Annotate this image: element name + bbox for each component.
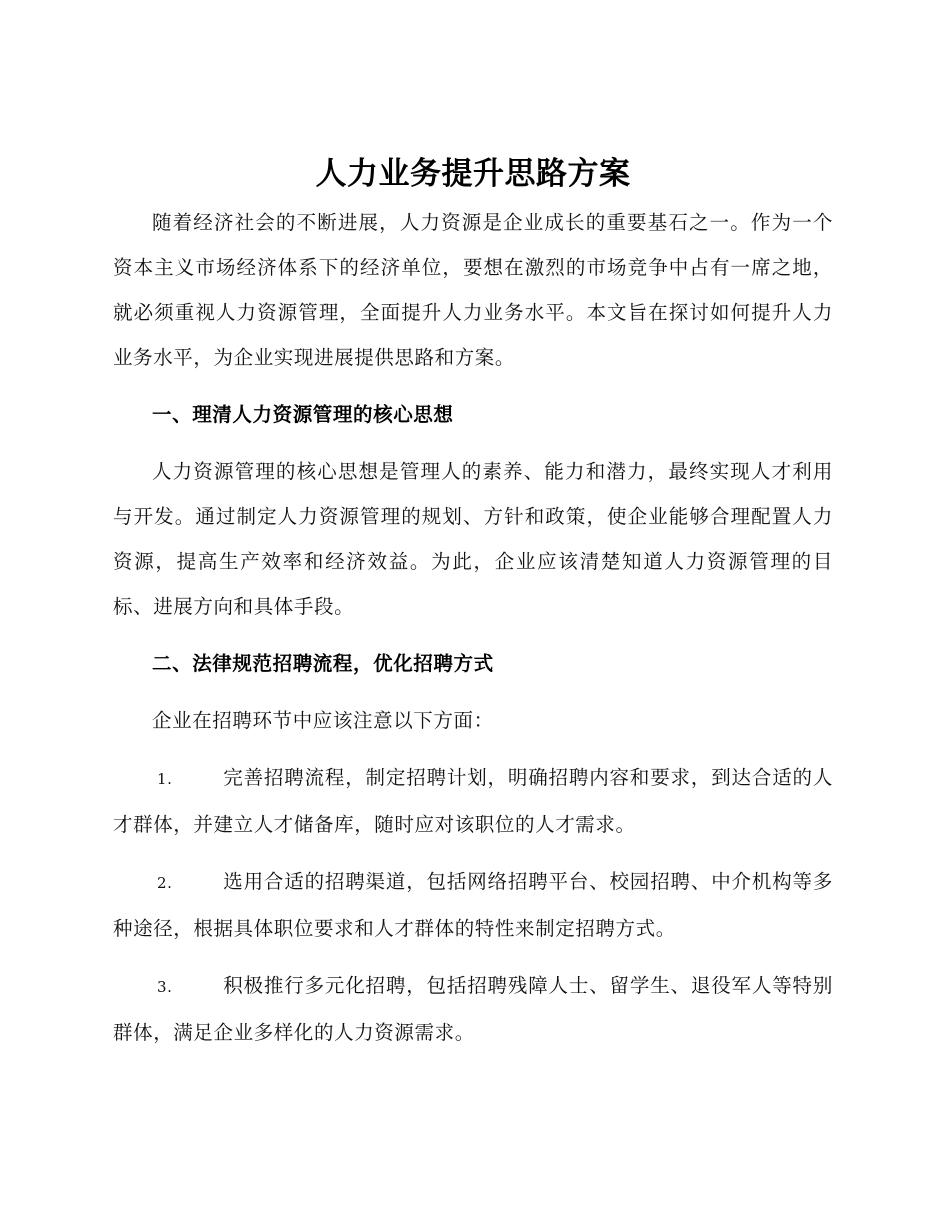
section-1-paragraph: 人力资源管理的核心思想是管理人的素养、能力和潜力，最终实现人才利用与开发。通过制定人力资源管理的规划、方针和政策，使企业能够合理配置人力资源，提高生产效率和经济效益。为此，企业应该清楚知道人力资源管理的目标、进展方向和具体手段。 — [113, 460, 833, 618]
spacer — [113, 629, 833, 641]
list-item-text: 积极推行多元化招聘，包括招聘残障人士、留学生、退役军人等特别群体，满足企业多样化的人力资源需求。 — [113, 974, 833, 1044]
section-2-heading: 二、法律规范招聘流程，优化招聘方式 — [152, 652, 494, 675]
spacer — [113, 743, 833, 755]
document-title: 人力业务提升思路方案 — [315, 156, 631, 192]
list-item — [113, 859, 833, 951]
document-page — [113, 148, 833, 1055]
list-item-text: 选用合适的招聘渠道，包括网络招聘平台、校园招聘、中介机构等多种途径，根据具体职位要求和人才群体的特性来制定招聘方式。 — [113, 870, 833, 940]
list-item-number: 2. — [157, 874, 173, 892]
spacer — [113, 437, 833, 449]
list-item-number: 3. — [157, 978, 173, 996]
spacer — [113, 380, 833, 392]
spacer — [113, 686, 833, 698]
list-item-number: 1. — [157, 770, 173, 788]
list-item — [113, 755, 833, 847]
spacer — [113, 951, 833, 963]
section-1-heading: 一、理清人力资源管理的核心思想 — [152, 403, 454, 426]
list-item — [113, 963, 833, 1055]
section-2-lead: 企业在招聘环节中应该注意以下方面： — [152, 709, 494, 732]
intro-paragraph: 随着经济社会的不断进展，人力资源是企业成长的重要基石之一。作为一个资本主义市场经济体系下的经济单位，要想在激烈的市场竞争中占有一席之地，就必须重视人力资源管理，全面提升人力业务水平。本文旨在探讨如何提升人力业务水平，为企业实现进展提供思路和方案。 — [113, 211, 833, 369]
spacer — [113, 847, 833, 859]
list-item-text: 完善招聘流程，制定招聘计划，明确招聘内容和要求，到达合适的人才群体，并建立人才储备库，随时应对该职位的人才需求。 — [113, 766, 833, 836]
